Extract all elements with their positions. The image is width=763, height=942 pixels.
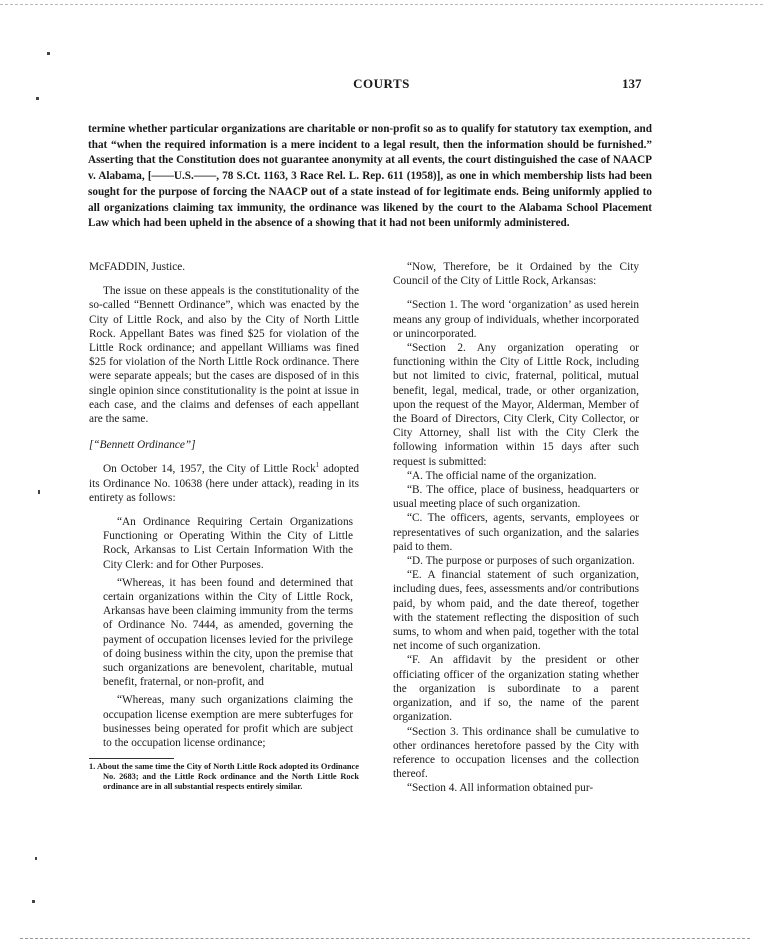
ordinance-section: “Section 3. This ordinance shall be cumulative to other ordinances heretofore passed by the City with reference to occupation licenses and the collection thereof. (393, 725, 639, 781)
ordinance-quote: “Whereas, it has been found and determined that certain organizations within the City of Little Rock, Arkansas have been claiming immunity from the terms of Ordinance No. 7444, as amended, governing the payment of occupation licenses levied for the privilege of doing business within the city, upon the premise that such organizations are benevolent, charitable, mutual benefit, fraternal, or non-profit, and (103, 576, 353, 689)
left-column (89, 260, 359, 792)
ordinance-item: “B. The office, place of business, headquarters or usual meeting place of such organization. (393, 484, 639, 511)
footnote-divider (89, 758, 174, 759)
ordinance-section: “Section 4. All information obtained pur- (407, 782, 594, 795)
paragraph-text: adopted its Ordinance No. 10638 (here under attack), reading in its entirety as follows: (89, 463, 359, 504)
scan-speck (32, 900, 35, 903)
ordinance-section: “Section 1. The word ‘organization’ as used herein means any group of individuals, whether incorporated or unincorporated. (393, 299, 639, 340)
scan-speck (38, 490, 40, 494)
opinion-paragraph: The issue on these appeals is the constitutionality of the so-called “Bennett Ordinance”, which was enacted by the City of Little Rock, and also by the City of North Little Rock. Appellant Bates was fined $25 for violation of the Little Rock ordinance; and appellant Williams was fined $25 for violation of the North Little Rock ordinance. There were separate appeals; but the cases are disposed of in this single opinion since constitutionality is the point at issue in each case, and the claims and defenses of each appellant are the same. (89, 285, 359, 426)
footnote-reference: 1 (315, 461, 320, 470)
ordinance-quote: “An Ordinance Requiring Certain Organizations Functioning or Operating Within the City of Little Rock, Arkansas to List Certain Information With the City Clerk: and for Other Purposes. (103, 516, 353, 571)
bottom-edge-rule (20, 938, 750, 939)
top-edge-rule (0, 4, 763, 5)
section-heading: [“Bennett Ordinance”] (89, 439, 196, 452)
scan-speck (47, 52, 50, 55)
ordinance-section: “Section 2. Any organization operating or functioning within the City of Little Rock, including but not limited to civic, fraternal, political, mutual benefit, legal, medical, trade, or other organization, upon the request of the Mayor, Alderman, Member of the Board of Directors, City Clerk, City Collector, or City Attorney, shall list with the City Clerk the following information within 15 days after such request is submitted: (393, 342, 639, 468)
running-header-title: COURTS (353, 76, 410, 91)
right-column (393, 260, 639, 796)
opinion-author: McFADDIN, Justice. (89, 261, 186, 273)
ordinance-item: “F. An affidavit by the president or other officiating officer of the organization stating whether the organization is subordinate to a parent organization, and if so, the name of the parent organization. (393, 654, 639, 724)
ordinance-item: “E. A financial statement of such organization, including dues, fees, assessments and/or contributions paid, by whom paid, and the date thereof, together with the statement reflecting the disposition of such sums, to whom and when paid, together with the total net income of such organization. (393, 569, 639, 653)
ordinance-text: “Now, Therefore, be it Ordained by the City Council of the City of Little Rock, Arkansas: (393, 261, 639, 288)
ordinance-item: “A. The official name of the organization. (407, 469, 597, 482)
page-number: 137 (622, 76, 642, 91)
scan-speck (35, 857, 37, 860)
ordinance-item: “C. The officers, agents, servants, employees or representatives of such organization, and the salaries paid to them. (393, 512, 639, 553)
footnote: 1. About the same time the City of North Little Rock adopted its Ordinance No. 2683; and the Little Rock ordinance and the North Little Rock ordinance are in all substantial respects entirely similar. (89, 762, 359, 792)
opinion-paragraph (89, 462, 359, 505)
scan-speck (36, 97, 39, 100)
paragraph-text: On October 14, 1957, the City of Little Rock (103, 463, 316, 476)
case-summary: termine whether particular organizations are charitable or non-profit so as to qualify for statutory tax exemption, and that “when the required information is a mere incident to a legal result, then the information should be furnished.” Asserting that the Constitution does not guarantee anonymity at all events, the court distinguished the case of NAACP v. Alabama, [——U.S.——, 78 S.Ct. 1163, 3 Race Rel. L. Rep. 611 (1958)], as one in which membership lists had been sought for the purpose of forcing the NAACP out of a state instead of for legitimate ends. Being uniformly applied to all organizations claiming tax immunity, the ordinance was likened by the court to the Alabama School Placement Law which had been upheld in the absence of a showing that it had not been uniformly administered. (88, 123, 652, 230)
ordinance-quote: “Whereas, many such organizations claiming the occupation license exemption are mere subterfuges for businesses being operated for profit which are subject to the occupation license ordinance; (103, 694, 353, 750)
ordinance-item: “D. The purpose or purposes of such organization. (407, 555, 635, 568)
